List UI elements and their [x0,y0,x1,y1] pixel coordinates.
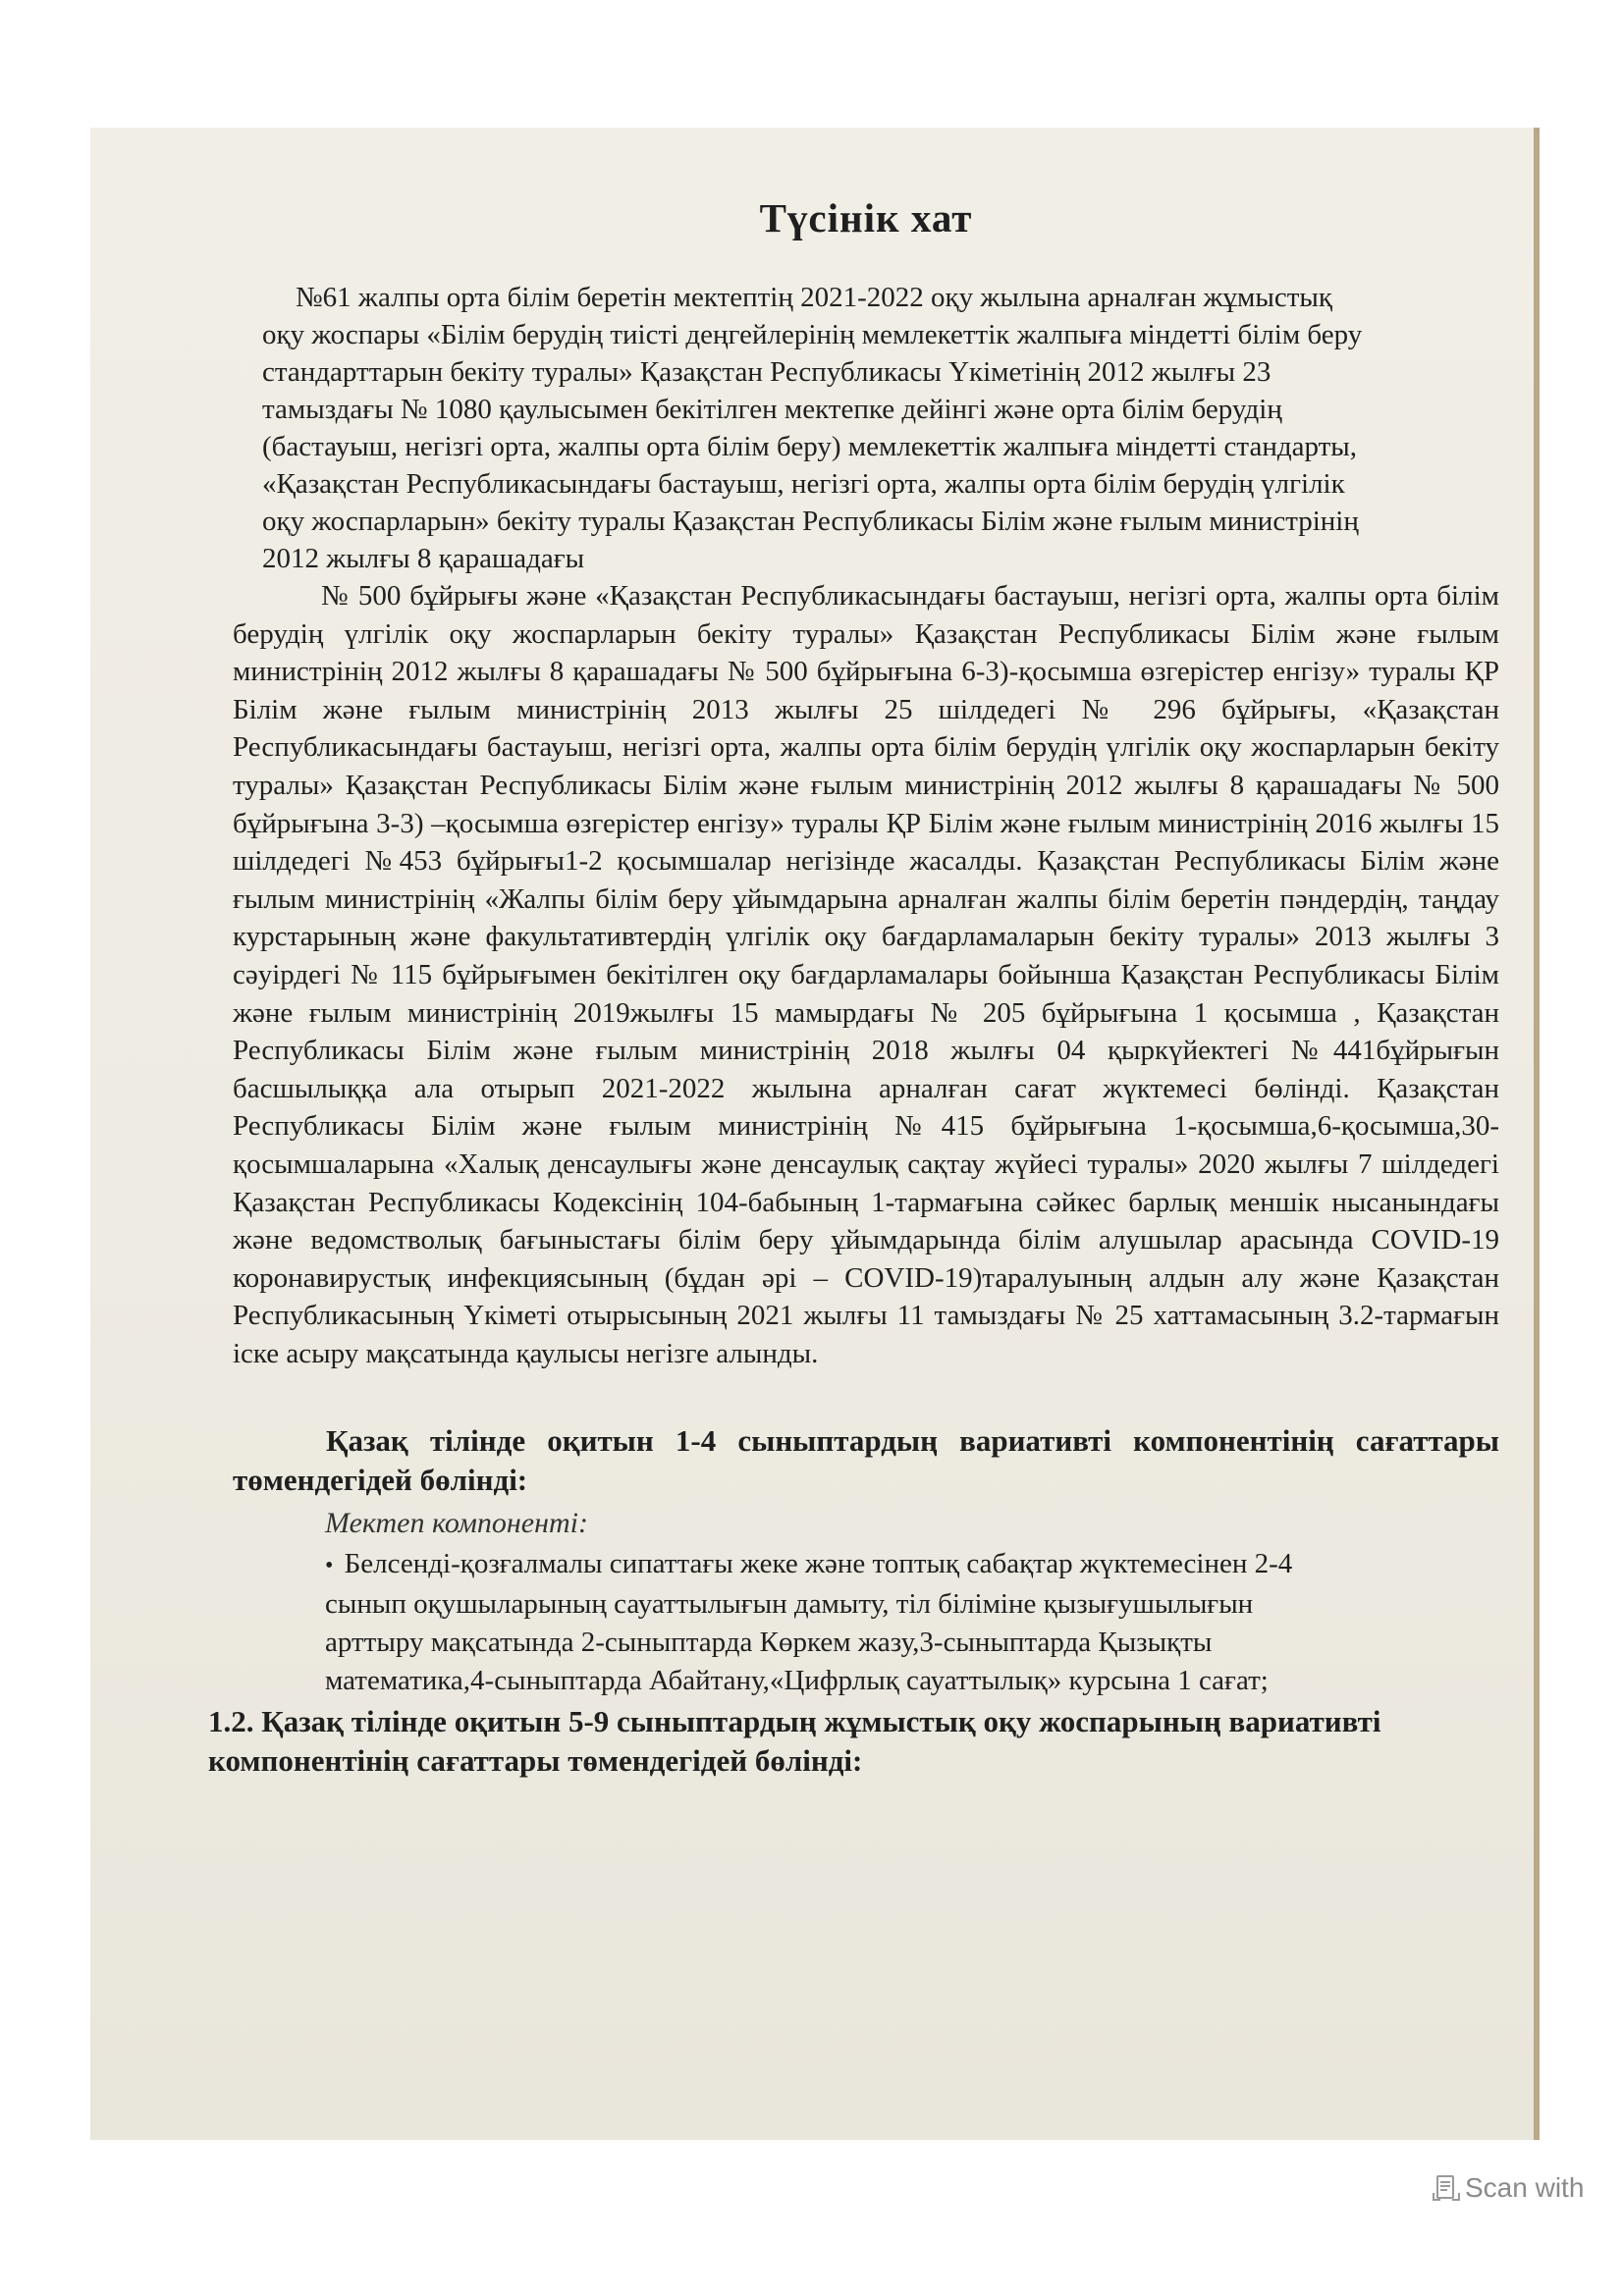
bullet-item [325,1545,1307,1700]
bullet-item-text: Белсенді-қозғалмалы сипаттағы жеке және топтық сабақтар жүктемесінен 2-4 сынып оқушыларының сауаттылығын дамыту, тіл біліміне қызығушылығын арттыру мақсатында 2-сыныптарда Көркем жазу,3-сыныптарда Қызықты математика,4-сыныптарда Абайтану,«Цифрлық сауаттылық» курсына 1 сағат; [325,1548,1293,1697]
scanner-icon [1432,2173,1461,2203]
intro-paragraph: №61 жалпы орта білім беретін мектептің 2021-2022 оқу жылына арналған жұмыстық оқу жоспары «Білім берудің тиісті деңгейлерінің мемлекеттік жалпыға міндетті білім беру стандарттарын бекіту туралы» Қазақстан Республикасы Үкіметінің 2012 жылғы 23 тамыздағы № 1080 қаулысымен бекітілген мектепке дейінгі және орта білім берудің (бастауыш, негізгі орта, жалпы орта білім беру) мемлекеттік жалпыға міндетті стандарты, «Қазақстан Республикасындағы бастауыш, негізгі орта, жалпы орта білім берудің үлгілік оқу жоспарларын» бекіту туралы Қазақстан Республикасы Білім және ғылым министрінің 2012 жылғы 8 қарашадағы [262,282,1363,574]
document-title: Түсінік хат [759,195,973,240]
body-paragraph: № 500 бұйрығы және «Қазақстан Республикасындағы бастауыш, негізгі орта, жалпы орта білім берудің үлгілік оқу жоспарларын бекіту туралы» Қазақстан Республикасы Білім және ғылым министрінің 2012 жылғы 8 қарашадағы № 500 бұйрығына 6-3)-қосымша өзгерістер енгізу» туралы ҚР Білім және ғылым министрінің 2013 жылғы 25 шілдедегі № 296 бұйрығы, «Қазақстан Республикасындағы бастауыш, негізгі орта, жалпы орта білім берудің үлгілік оқу жоспарларын бекіту туралы» Қазақстан Республикасы Білім және ғылым министрінің 2012 жылғы 8 қарашадағы № 500 бұйрығына 3-3) –қосымша өзгерістер енгізу» туралы ҚР Білім және ғылым министрінің 2016 жылғы 15 шілдедегі №453 бұйрығы1-2 қосымшалар негізінде жасалды. Қазақстан Республикасы Білім және ғылым министрінің «Жалпы білім беру ұйымдарына арналған жалпы білім беретін пәндердің, таңдау курстарының және факультативтердің үлгілік оқу бағдарламаларын бекіту туралы» 2013 жылғы 3 сәуірдегі № 115 бұйрығымен бекітілген оқу бағдарламалары бойынша Қазақстан Республикасы Білім және ғылым министрінің 2019жылғы 15 мамырдағы № 205 бұйрығына 1 қосымша , Қазақстан Республикасы Білім және ғылым министрінің 2018 жылғы 04 қыркүйектегі №441бұйрығын басшылыққа ала отырып 2021-2022 жылына арналған сағат жүктемесі бөлінді. Қазақстан Республикасы Білім және ғылым министрінің №415 бұйрығына 1-қосымша,6-қосымша,30-қосымшаларына «Халық денсаулығы және денсаулық сақтау жүйесі туралы» 2020 жылғы 7 шілдедегі Қазақстан Республикасы Кодексінің 104-бабының 1-тармағына сәйкес барлық меншік нысанындағы және ведомстволық бағыныстағы білім беру ұйымдарында білім алушылар арасында COVID-19 коронавирустық инфекциясының (бұдан әрі – COVID-19)таралуының алдын алу және Қазақстан Республикасының Үкіметі отырысының 2021 жылғы 11 тамыздағы № 25 хаттамасының 3.2-тармағын іске асыру мақсатында қаулысы негізге алынды. [233,580,1499,1369]
document-content [208,194,1499,1781]
school-component-title: Мектеп компоненті: [325,1507,588,1540]
section-heading: Қазақ тілінде оқитын 1-4 сыныптардың вариативті компонентінің сағаттары төмендегідей бөлінді: [233,1423,1499,1498]
school-component-block [325,1504,1307,1700]
sub-heading: 1.2. Қазақ тілінде оқитын 5-9 сыныптардың жұмыстық оқу жоспарының вариативті компонентінің сағаттары төмендегідей бөлінді: [208,1704,1381,1779]
watermark-label: Scan with [1465,2172,1585,2203]
scan-watermark [1432,2172,1584,2204]
bullet-marker: • [325,1553,334,1579]
document-page [90,128,1540,2140]
page-edge [1534,128,1540,2140]
